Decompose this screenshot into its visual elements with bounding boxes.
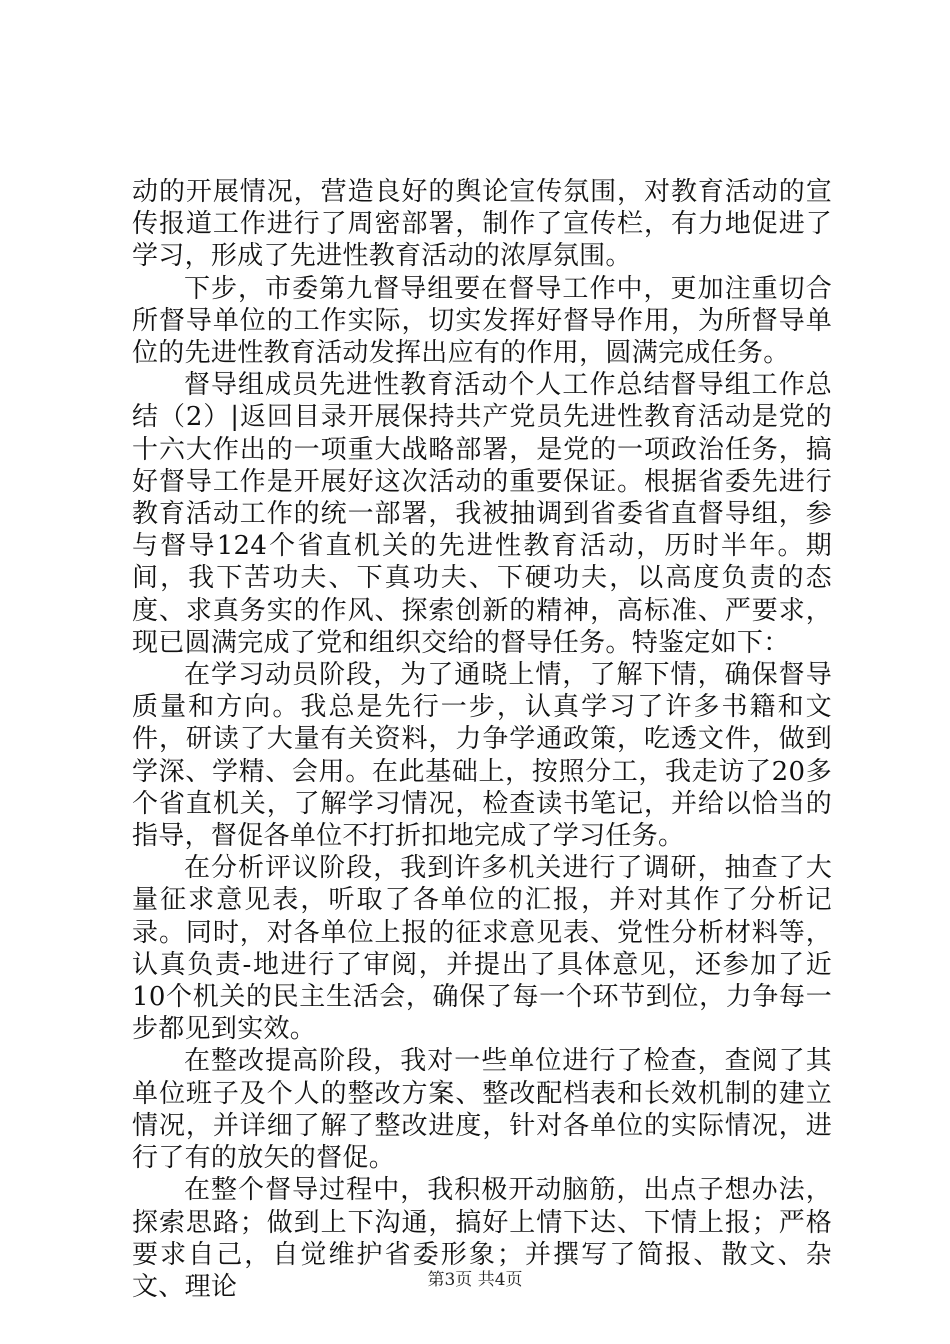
page-number: 第3页 共4页	[427, 1270, 523, 1290]
paragraph-1: 动的开展情况，营造良好的舆论宣传氛围，对教育活动的宣传报道工作进行了周密部署，制作了宣传栏，有力地促进了学习，形成了先进性教育活动的浓厚氛围。	[132, 177, 832, 272]
paragraph-2: 下步，市委第九督导组要在督导工作中，更加注重切合所督导单位的工作实际，切实发挥好督导作用，为所督导单位的先进性教育活动发挥出应有的作用，圆满完成任务。	[132, 273, 832, 369]
paragraph-5: 在分析评议阶段，我到许多机关进行了调研，抽查了大量征求意见表，听取了各单位的汇报，并对其作了分析记录。同时，对各单位上报的征求意见表、党性分析材料等，认真负责-地进行了审阅，并提出了具体意见，还参加了近10个机关的民主生活会，确保了每一个环节到位，力争每一步都见到实效。	[132, 853, 832, 1045]
page-footer	[0, 1265, 950, 1290]
document-body	[132, 176, 832, 1303]
paragraph-6: 在整改提高阶段，我对一些单位进行了检查，查阅了其单位班子及个人的整改方案、整改配档表和长效机制的建立情况，并详细了解了整改进度，针对各单位的实际情况，进行了有的放矢的督促。	[132, 1046, 832, 1174]
paragraph-3: 督导组成员先进性教育活动个人工作总结督导组工作总结（2）|返回目录开展保持共产党员先进性教育活动是党的十六大作出的一项重大战略部署，是党的一项政治任务，搞好督导工作是开展好这次活动的重要保证。根据省委先进行教育活动工作的统一部署，我被抽调到省委省直督导组，参与督导124个省直机关的先进性教育活动，历时半年。期间，我下苦功夫、下真功夫、下硬功夫，以高度负责的态度、求真务实的作风、探索创新的精神，高标准、严要求，现已圆满完成了党和组织交给的督导任务。特鉴定如下：	[132, 370, 832, 658]
paragraph-4: 在学习动员阶段，为了通晓上情，了解下情，确保督导质量和方向。我总是先行一步，认真学习了许多书籍和文件，研读了大量有关资料，力争学通政策，吃透文件，做到学深、学精、会用。在此基础上，按照分工，我走访了20多个省直机关，了解学习情况，检查读书笔记，并给以恰当的指导，督促各单位不打折扣地完成了学习任务。	[132, 660, 832, 852]
paragraph-7: 在整个督导过程中，我积极开动脑筋，出点子想办法，探索思路；做到上下沟通，搞好上情下达、下情上报；严格要求自己，自觉维护省委形象；并撰写了简报、散文、杂文、理论	[132, 1175, 832, 1302]
